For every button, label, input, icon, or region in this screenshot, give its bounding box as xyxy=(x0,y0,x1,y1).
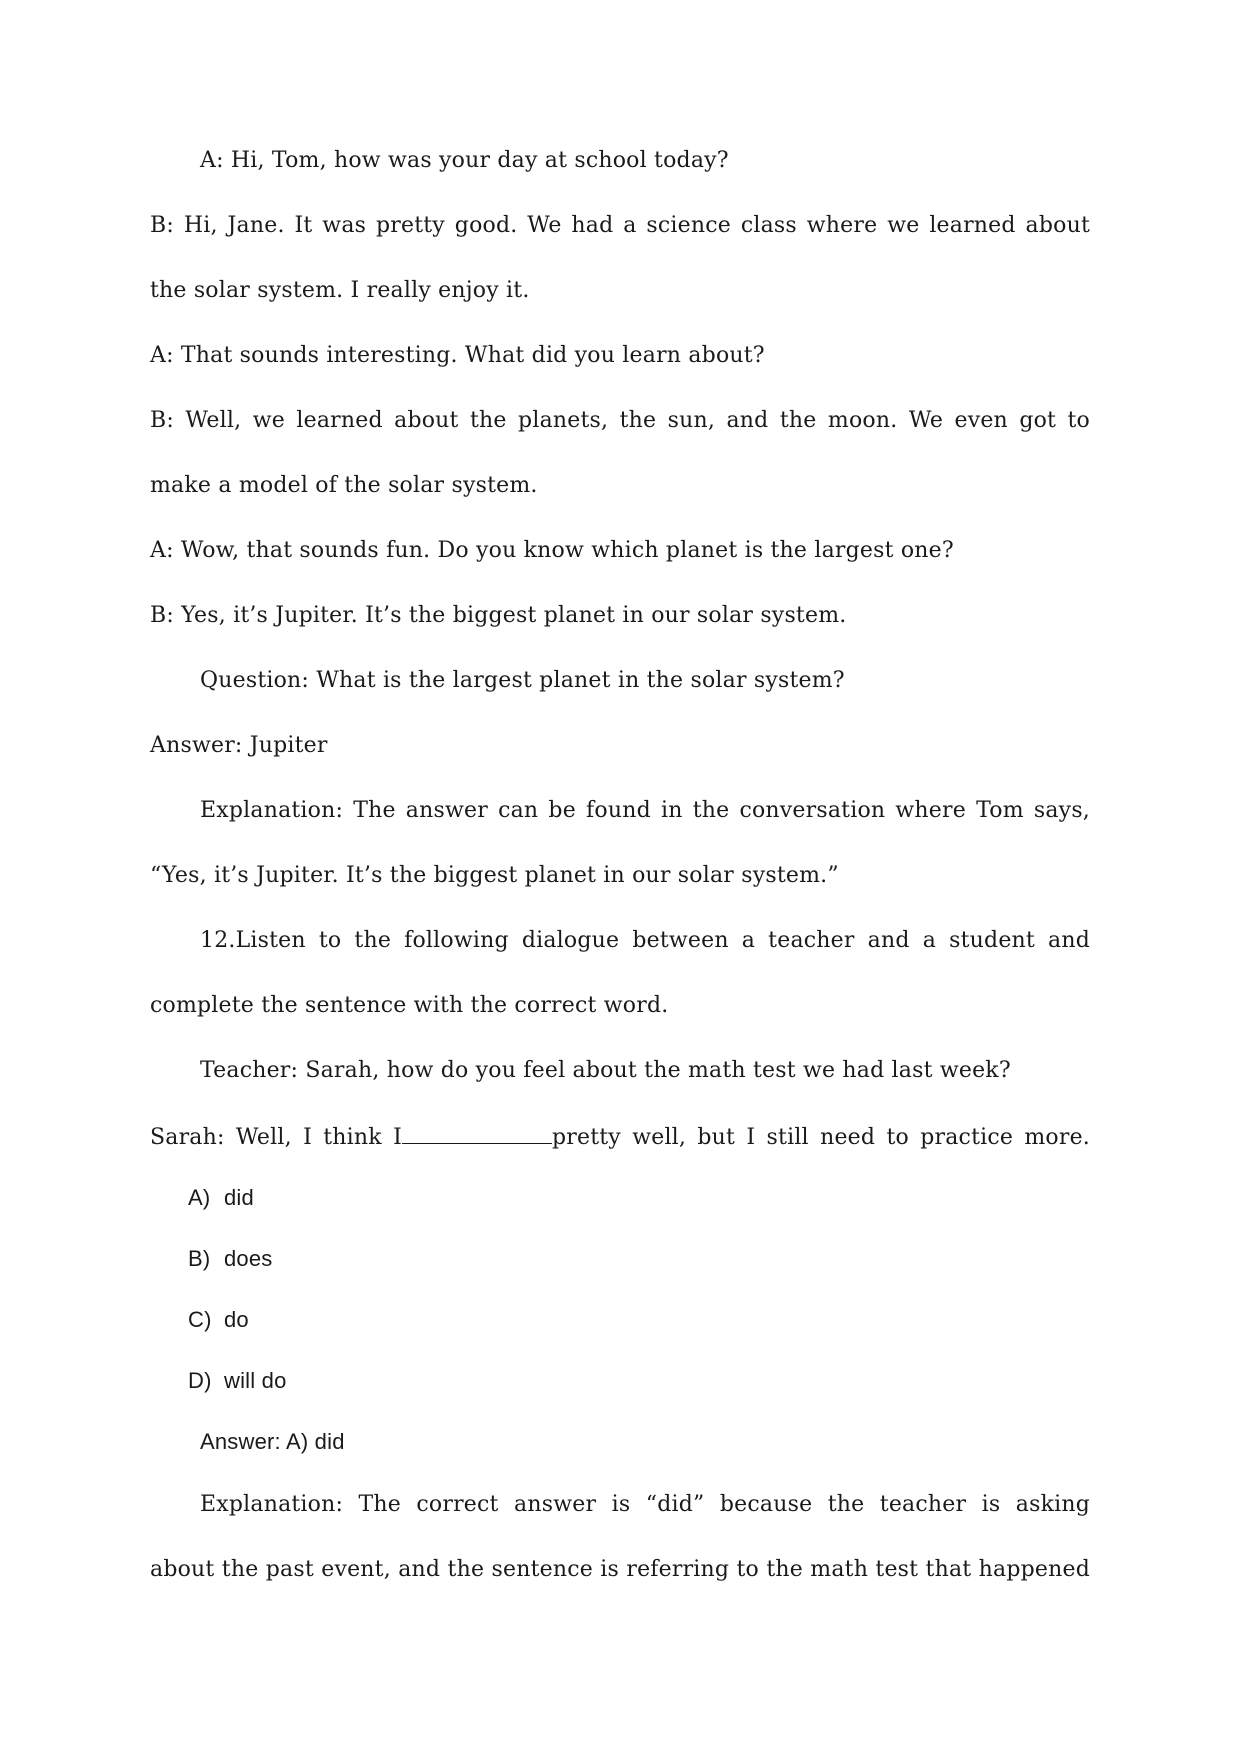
explanation-text: Explanation: The answer can be found in the conversation where Tom says, xyxy=(200,798,1090,823)
explanation-quote: “Yes, it’s Jupiter. It’s the biggest planet in our solar system.” xyxy=(150,863,839,888)
option-text: will do xyxy=(224,1368,287,1393)
dialogue-line: B: Yes, it’s Jupiter. It’s the biggest planet in our solar system. xyxy=(150,603,847,628)
option-a xyxy=(188,1185,254,1211)
option-label: D) xyxy=(188,1368,212,1393)
option-label: C) xyxy=(188,1307,212,1332)
question-prompt: complete the sentence with the correct word. xyxy=(150,993,669,1018)
dialogue-line: A: Wow, that sounds fun. Do you know which planet is the largest one? xyxy=(150,538,954,563)
explanation-text: Explanation: The correct answer is “did” because the teacher is asking xyxy=(200,1492,1090,1517)
dialogue-line: A: That sounds interesting. What did you learn about? xyxy=(150,343,765,368)
fill-in-blank xyxy=(402,1123,552,1144)
option-text: does xyxy=(224,1246,273,1271)
option-label: A) xyxy=(188,1185,211,1210)
dialogue-line: make a model of the solar system. xyxy=(150,473,538,498)
option-text: do xyxy=(224,1307,249,1332)
explanation-text: about the past event, and the sentence is referring to the math test that happened xyxy=(150,1557,1090,1582)
dialogue-line: A: Hi, Tom, how was your day at school today? xyxy=(200,148,729,173)
option-text: did xyxy=(224,1185,254,1210)
dialogue-line: the solar system. I really enjoy it. xyxy=(150,278,530,303)
question-prompt: 12.Listen to the following dialogue between a teacher and a student and xyxy=(200,928,1090,953)
answer-text: Answer: Jupiter xyxy=(150,733,328,758)
option-d xyxy=(188,1368,287,1394)
sarah-line xyxy=(150,1123,1090,1150)
dialogue-line: B: Well, we learned about the planets, the sun, and the moon. We even got to xyxy=(150,408,1090,433)
sarah-line-start: Sarah: Well, I think I xyxy=(150,1125,402,1150)
question-text: Question: What is the largest planet in the solar system? xyxy=(200,668,845,693)
option-b xyxy=(188,1246,273,1272)
sarah-line-end: pretty well, but I still need to practice more. xyxy=(551,1125,1091,1150)
option-c xyxy=(188,1307,249,1333)
option-label: B) xyxy=(188,1246,211,1271)
teacher-line: Teacher: Sarah, how do you feel about the math test we had last week? xyxy=(200,1058,1011,1083)
answer-text: Answer: A) did xyxy=(200,1429,345,1454)
dialogue-line: B: Hi, Jane. It was pretty good. We had a science class where we learned about xyxy=(150,213,1090,238)
